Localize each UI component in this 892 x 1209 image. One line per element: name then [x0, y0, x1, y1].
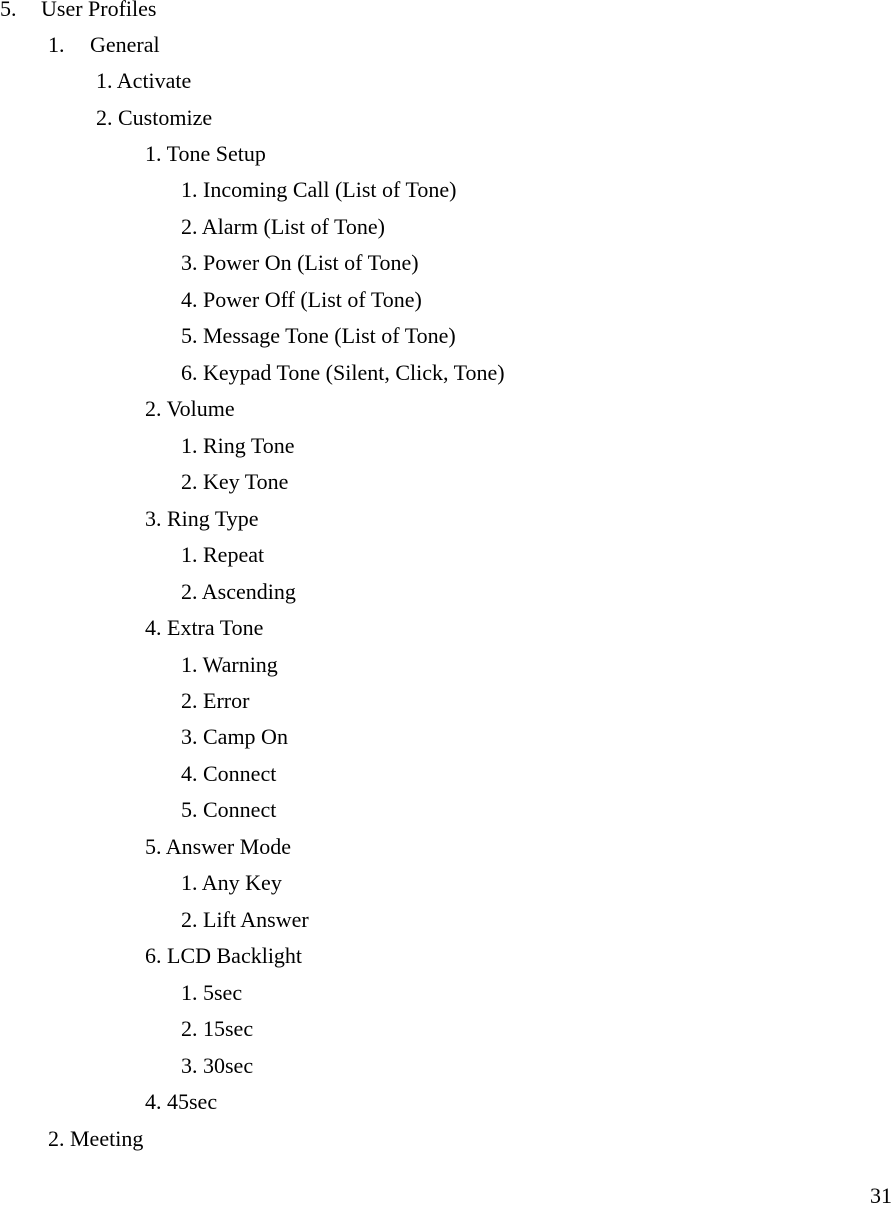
list-item: 6. Keypad Tone (Silent, Click, Tone) [181, 360, 505, 385]
section-heading [0, 0, 156, 22]
45sec-item: 4. 45sec [145, 1089, 218, 1114]
list-item: 3. Camp On [181, 724, 288, 749]
list-item: 1. Warning [181, 652, 278, 677]
page-number: 31 [870, 1183, 892, 1208]
list-item: 3. Power On (List of Tone) [181, 250, 419, 275]
profile-general-label: General [90, 32, 160, 57]
list-item: 2. Alarm (List of Tone) [181, 214, 385, 239]
list-item: 1. Incoming Call (List of Tone) [181, 177, 457, 202]
section-number: 5. [0, 0, 17, 21]
tone-setup-item: 1. Tone Setup [145, 141, 266, 166]
list-item: 2. Ascending [181, 579, 296, 604]
list-item: 1. Repeat [181, 542, 265, 567]
answer-mode-item: 5. Answer Mode [145, 834, 292, 859]
profile-general-number: 1. [48, 32, 65, 57]
profile-general-item [48, 32, 160, 58]
list-item: 2. 15sec [181, 1016, 254, 1041]
ring-type-item: 3. Ring Type [145, 506, 259, 531]
list-item: 2. Error [181, 688, 250, 713]
list-item: 4. Power Off (List of Tone) [181, 287, 422, 312]
list-item: 5. Message Tone (List of Tone) [181, 323, 456, 348]
section-title: User Profiles [41, 0, 157, 21]
lcd-backlight-item: 6. LCD Backlight [145, 943, 303, 968]
list-item: 1. Ring Tone [181, 433, 295, 458]
activate-item: 1. Activate [96, 68, 192, 93]
volume-item: 2. Volume [145, 396, 235, 421]
extra-tone-item: 4. Extra Tone [145, 615, 264, 640]
list-item: 4. Connect [181, 761, 277, 786]
list-item: 5. Connect [181, 797, 277, 822]
meeting-item: 2. Meeting [48, 1126, 144, 1151]
list-item: 3. 30sec [181, 1053, 254, 1078]
list-item: 2. Key Tone [181, 469, 289, 494]
customize-item: 2. Customize [96, 105, 213, 130]
list-item: 2. Lift Answer [181, 907, 309, 932]
list-item: 1. 5sec [181, 980, 243, 1005]
list-item: 1. Any Key [181, 870, 282, 895]
